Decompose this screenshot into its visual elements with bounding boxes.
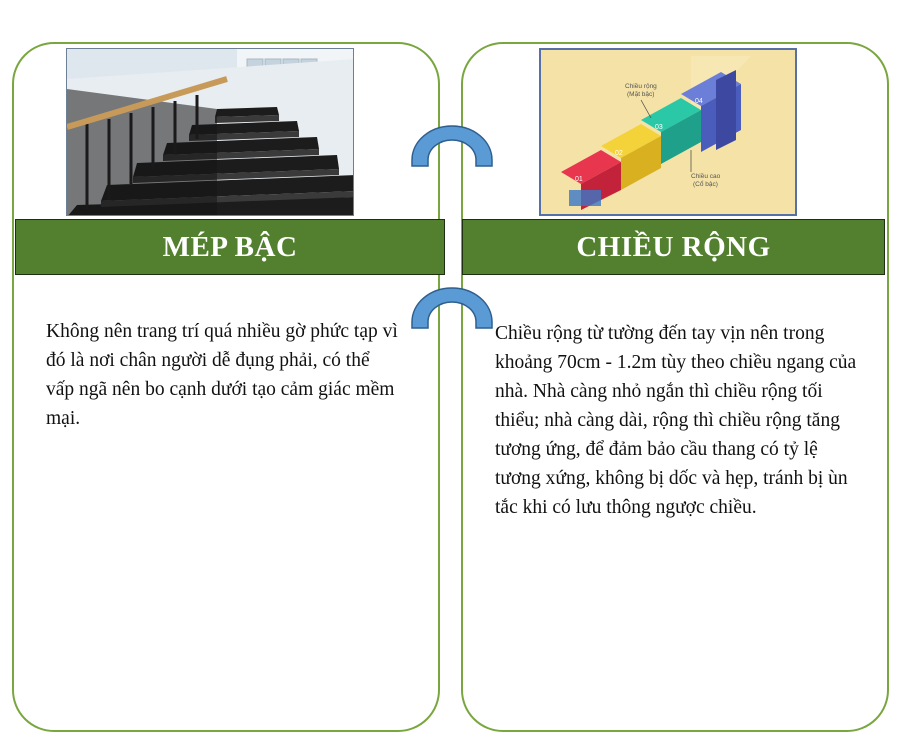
step-number-03: 03 [655, 124, 663, 131]
connector-arc-bottom [406, 282, 498, 330]
height-label: Chiều cao [691, 173, 721, 180]
stair-dimension-diagram [539, 48, 797, 216]
width-sublabel: (Mặt bậc) [627, 91, 655, 98]
right-title: CHIỀU RỘNG [576, 230, 771, 263]
height-sublabel: (Cổ bậc) [693, 181, 718, 188]
step-number-02: 02 [615, 150, 623, 157]
right-body-text: Chiều rộng từ tường đến tay vịn nên trong khoảng 70cm - 1.2m tùy theo chiều ngang của nhà. Nhà càng nhỏ ngắn thì chiều rộng tối thiểu; nhà càng dài, rộng thì chiều rộng tăng tương ứng, để đảm bảo cầu thang có tỷ lệ tương xứng, không bị dốc và hẹp, tránh bị ùn tắc khi có lưu thông ngược chiều. [495, 323, 857, 518]
staircase-photo [66, 48, 354, 216]
connector-arc-top [406, 120, 498, 168]
width-label: Chiều rộng [625, 83, 657, 90]
left-title-banner [15, 219, 445, 275]
step-number-01: 01 [575, 176, 583, 183]
watermark-logo [569, 190, 601, 206]
left-body-text: Không nên trang trí quá nhiều gờ phức tạp vì đó là nơi chân người dễ đụng phải, có thể vấp ngã nên bo cạnh dưới tạo cảm giác mềm mại. [46, 321, 398, 429]
right-title-banner [462, 219, 885, 275]
step-number-04: 04 [695, 98, 703, 105]
left-title: MÉP BẬC [162, 230, 298, 263]
